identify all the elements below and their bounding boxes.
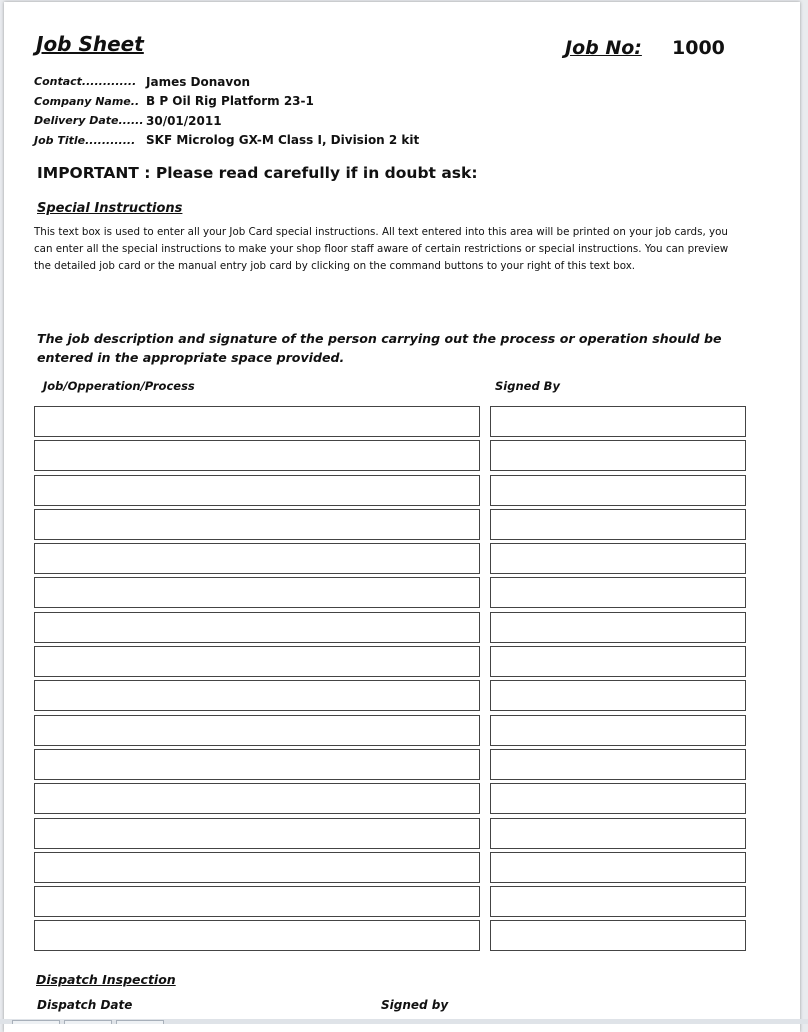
job-number-value: 1000 xyxy=(672,37,725,59)
signed-by-field[interactable] xyxy=(490,818,746,849)
detail-label: Delivery Date...... xyxy=(34,114,144,128)
detail-row-job-title xyxy=(34,131,419,151)
job-entry-field[interactable] xyxy=(34,920,480,951)
detail-value: James Donavon xyxy=(146,74,250,89)
signed-by-field[interactable] xyxy=(490,509,746,540)
important-notice: IMPORTANT : Please read carefully if in doubt ask: xyxy=(37,164,478,182)
special-instructions-heading: Special Instructions xyxy=(37,201,183,216)
signed-by-field[interactable] xyxy=(490,612,746,643)
job-entry-field[interactable] xyxy=(34,783,480,814)
detail-label: Contact............. xyxy=(34,75,137,89)
job-number-label: Job No: xyxy=(565,37,642,59)
detail-row-contact xyxy=(34,72,419,92)
signed-by-field[interactable] xyxy=(490,440,746,471)
job-details xyxy=(34,72,419,150)
detail-value: 30/01/2011 xyxy=(146,113,222,128)
job-entry-field[interactable] xyxy=(34,852,480,883)
detail-value: B P Oil Rig Platform 23-1 xyxy=(146,94,314,109)
taskbar-button[interactable] xyxy=(12,1020,60,1024)
signed-by-field[interactable] xyxy=(490,475,746,506)
detail-label: Company Name.. xyxy=(34,94,140,108)
dispatch-date-label: Dispatch Date xyxy=(37,998,133,1012)
job-entry-field[interactable] xyxy=(34,509,480,540)
job-entry-field[interactable] xyxy=(34,749,480,780)
job-entry-field[interactable] xyxy=(34,646,480,677)
page-title: Job Sheet xyxy=(36,32,144,56)
taskbar-button[interactable] xyxy=(64,1020,112,1024)
job-entry-field[interactable] xyxy=(34,818,480,849)
special-instructions-text: This text box is used to enter all your Job Card special instructions. All text entered into this area will be printed on your job cards, you can enter all the special instructions to make your shop floor staff aware of certain restrictions or special instructions. You can preview the detailed job card or the manual entry job card by clicking on the command buttons to your right of this text box. xyxy=(34,226,729,272)
signed-by-field[interactable] xyxy=(490,920,746,951)
signed-by-field[interactable] xyxy=(490,680,746,711)
signed-by-field[interactable] xyxy=(490,749,746,780)
detail-value: SKF Microlog GX-M Class I, Division 2 kit xyxy=(146,133,420,148)
job-entry-field[interactable] xyxy=(34,886,480,917)
column-header-signed-by: Signed By xyxy=(495,379,560,393)
job-entry-field[interactable] xyxy=(34,715,480,746)
job-entry-field[interactable] xyxy=(34,406,480,437)
column-header-job: Job/Opperation/Process xyxy=(43,379,195,393)
job-entry-field[interactable] xyxy=(34,680,480,711)
job-entry-field[interactable] xyxy=(34,543,480,574)
signed-by-field[interactable] xyxy=(490,543,746,574)
signed-by-field[interactable] xyxy=(490,646,746,677)
detail-row-delivery-date xyxy=(34,111,419,131)
dispatch-inspection-heading: Dispatch Inspection xyxy=(36,972,176,987)
job-entry-field[interactable] xyxy=(34,612,480,643)
taskbar xyxy=(0,1019,808,1024)
signed-by-field[interactable] xyxy=(490,577,746,608)
job-entry-field[interactable] xyxy=(34,475,480,506)
description-note: The job description and signature of the person carrying out the process or operation should be entered in the appropriate space provided. xyxy=(37,331,722,365)
dispatch-signed-by-label: Signed by xyxy=(381,998,449,1012)
signed-by-field[interactable] xyxy=(490,783,746,814)
job-entry-field[interactable] xyxy=(34,440,480,471)
signed-by-field[interactable] xyxy=(490,406,746,437)
taskbar-button[interactable] xyxy=(116,1020,164,1024)
signed-by-field[interactable] xyxy=(490,852,746,883)
detail-row-company xyxy=(34,92,419,112)
signed-by-field[interactable] xyxy=(490,886,746,917)
job-entry-field[interactable] xyxy=(34,577,480,608)
detail-label: Job Title............ xyxy=(34,133,136,147)
document-page xyxy=(4,2,800,1032)
signed-by-field[interactable] xyxy=(490,715,746,746)
